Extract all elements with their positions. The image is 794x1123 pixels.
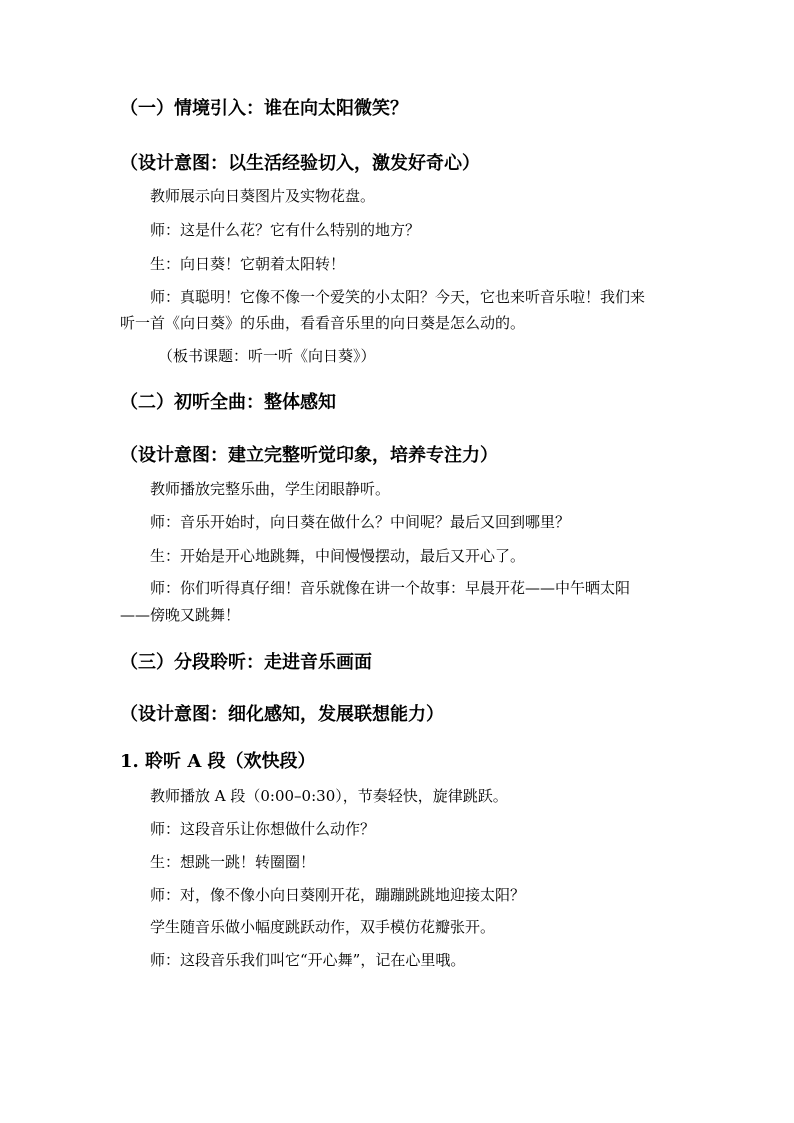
section-1-intent: （设计意图：以生活经验切入，激发好奇心） bbox=[120, 153, 480, 174]
paragraph: 教师播放 A 段（0:00–0:30），节奏轻快，旋律跳跃。 bbox=[150, 787, 508, 805]
section-1-heading: （一）情境引入：谁在向太阳微笑？ bbox=[120, 98, 408, 119]
paragraph-continuation: ——傍晚又跳舞！ bbox=[120, 606, 241, 624]
board-title-note: （板书课题：听一听《向日葵》） bbox=[158, 347, 376, 365]
section-3-heading: （三）分段聆听：走进音乐画面 bbox=[120, 652, 372, 673]
paragraph: 师：对，像不像小向日葵刚开花，蹦蹦跳跳地迎接太阳？ bbox=[150, 886, 526, 904]
section-2-intent: （设计意图：建立完整听觉印象，培养专注力） bbox=[120, 445, 498, 466]
paragraph: 教师展示向日葵图片及实物花盘。 bbox=[150, 187, 376, 205]
paragraph: 学生随音乐做小幅度跳跃动作，双手模仿花瓣张开。 bbox=[150, 918, 496, 936]
paragraph: 师：这段音乐让你想做什么动作？ bbox=[150, 820, 376, 838]
paragraph: 师：你们听得真仔细！音乐就像在讲一个故事：早晨开花——中午晒太阳 bbox=[150, 579, 631, 597]
paragraph: 生：想跳一跳！转圈圈！ bbox=[150, 853, 316, 871]
section-3-intent: （设计意图：细化感知，发展联想能力） bbox=[120, 704, 444, 725]
paragraph: 生：向日葵！它朝着太阳转！ bbox=[150, 255, 346, 273]
paragraph: 教师播放完整乐曲，学生闭眼静听。 bbox=[150, 480, 391, 498]
paragraph: 生：开始是开心地跳舞，中间慢慢摆动，最后又开心了。 bbox=[150, 547, 526, 565]
paragraph: 师：真聪明！它像不像一个爱笑的小太阳？今天，它也来听音乐啦！我们来 bbox=[150, 288, 646, 306]
paragraph: 师：这是什么花？它有什么特别的地方？ bbox=[150, 221, 421, 239]
paragraph: 师：音乐开始时，向日葵在做什么？中间呢？最后又回到哪里？ bbox=[150, 513, 571, 531]
subsection-heading: 1. 聆听 A 段（欢快段） bbox=[120, 751, 316, 772]
paragraph-continuation: 听一首《向日葵》的乐曲，看看音乐里的向日葵是怎么动的。 bbox=[120, 314, 526, 332]
section-2-heading: （二）初听全曲：整体感知 bbox=[120, 392, 336, 413]
paragraph: 师：这段音乐我们叫它“开心舞”，记在心里哦。 bbox=[150, 951, 466, 969]
